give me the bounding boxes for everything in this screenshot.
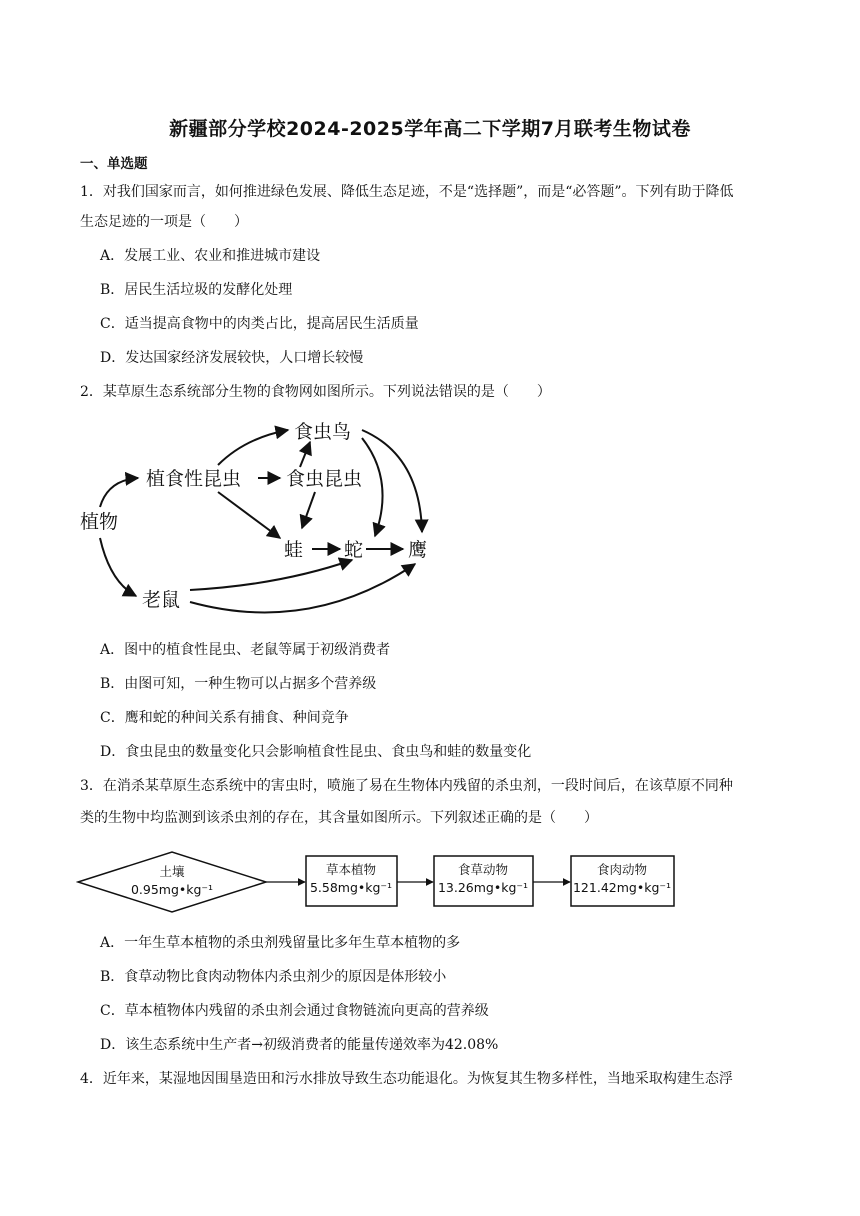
question-1-option-b: B．居民生活垃圾的发酵化处理 <box>100 282 293 298</box>
question-3-option-b: B．食草动物比食肉动物体内杀虫剂少的原因是体形较小 <box>100 969 447 985</box>
question-2-option-c: C．鹰和蛇的种间关系有捕食、种间竞争 <box>100 710 349 726</box>
plant-label: 草本植物 <box>325 862 377 877</box>
arrow-bird-to-snake <box>362 438 383 536</box>
question-3-option-d: D．该生态系统中生产者→初级消费者的能量传递效率为42.08% <box>100 1037 499 1053</box>
arrow-mouse-to-snake <box>190 560 352 590</box>
pesticide-chain-diagram <box>76 850 676 914</box>
food-web-mouse: 老鼠 <box>142 589 181 611</box>
question-2-option-a: A．图中的植食性昆虫、老鼠等属于初级消费者 <box>100 642 391 658</box>
question-1-option-d: D．发达国家经济发展较快，人口增长较慢 <box>100 350 364 366</box>
herbivore-label: 食草动物 <box>457 862 509 877</box>
food-web-insect-bird: 食虫鸟 <box>294 421 352 443</box>
food-web-diagram <box>70 410 450 628</box>
soil-value: 0.95mg•kg⁻¹ <box>130 882 214 897</box>
food-web-snake: 蛇 <box>344 539 364 561</box>
arrow-plant-to-mouse <box>100 538 136 596</box>
herbivore-value: 13.26mg•kg⁻¹ <box>437 880 529 895</box>
section-heading: 一、单选题 <box>80 156 148 172</box>
question-3-option-c: C．草本植物体内残留的杀虫剂会通过食物链流向更高的营养级 <box>100 1003 489 1019</box>
arrow-plant-to-herb-insect <box>100 478 138 507</box>
arrow-insect-eater-to-bird <box>300 442 310 467</box>
food-web-frog: 蛙 <box>284 539 304 561</box>
question-2-option-d: D．食虫昆虫的数量变化只会影响植食性昆虫、食虫鸟和蛙的数量变化 <box>100 744 532 760</box>
question-1-option-a: A．发展工业、农业和推进城市建设 <box>100 248 321 264</box>
question-3-stem-line-2: 类的生物中均监测到该杀虫剂的存在，其含量如图所示。下列叙述正确的是（ ） <box>80 810 598 826</box>
arrow-herb-insect-to-frog <box>218 492 280 538</box>
question-1-stem-line-1: 1．对我们国家而言，如何推进绿色发展、降低生态足迹，不是“选择题”，而是“必答题”。下列有助于降低 <box>80 184 734 200</box>
question-3-stem-line-1: 3．在消杀某草原生态系统中的害虫时，喷施了易在生物体内残留的杀虫剂，一段时间后，在该草原不同种 <box>80 778 733 794</box>
arrow-insect-eater-to-frog <box>302 492 315 528</box>
arrow-bird-to-eagle <box>362 430 422 532</box>
question-2-option-b: B．由图可知，一种生物可以占据多个营养级 <box>100 676 377 692</box>
soil-label: 土壤 <box>159 864 185 879</box>
carnivore-value: 121.42mg•kg⁻¹ <box>572 880 672 895</box>
arrow-herb-insect-to-bird <box>218 430 288 465</box>
question-1-stem-line-2: 生态足迹的一项是（ ） <box>80 214 248 230</box>
question-1-option-c: C．适当提高食物中的肉类占比，提高居民生活质量 <box>100 316 419 332</box>
page-title: 新疆部分学校2024-2025学年高二下学期7月联考生物试卷 <box>169 118 691 140</box>
plant-value: 5.58mg•kg⁻¹ <box>309 880 393 895</box>
food-web-eagle: 鹰 <box>408 539 428 561</box>
food-web-herb-insect: 植食性昆虫 <box>146 468 242 490</box>
question-4-stem: 4．近年来，某湿地因围垦造田和污水排放导致生态功能退化。为恢复其生物多样性，当地采取构建生态浮 <box>80 1071 733 1087</box>
carnivore-label: 食肉动物 <box>596 862 648 877</box>
food-web-plant: 植物 <box>80 511 119 533</box>
question-2-stem: 2．某草原生态系统部分生物的食物网如图所示。下列说法错误的是（ ） <box>80 384 551 400</box>
food-web-insect-eater: 食虫昆虫 <box>286 468 363 490</box>
question-3-option-a: A．一年生草本植物的杀虫剂残留量比多年生草本植物的多 <box>100 935 461 951</box>
